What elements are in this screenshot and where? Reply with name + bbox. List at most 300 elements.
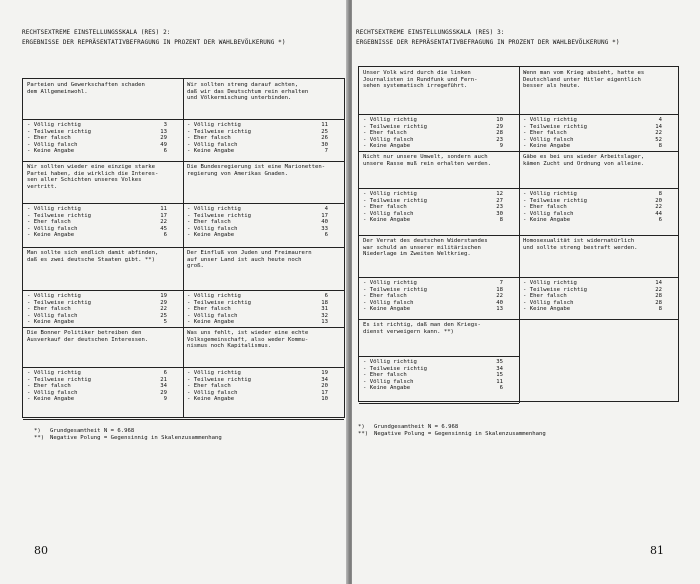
response-row bbox=[27, 142, 167, 149]
response-label: - Völlig falsch bbox=[363, 378, 414, 385]
response-label: - Keine Angabe bbox=[363, 217, 411, 224]
footnote bbox=[358, 424, 546, 431]
response-label: - Eher falsch bbox=[363, 204, 407, 211]
row-border bbox=[183, 419, 344, 420]
response-row bbox=[363, 211, 503, 218]
response-label: - Völlig falsch bbox=[523, 299, 574, 306]
response-list bbox=[359, 189, 507, 226]
page-subtitle: ERGEBNISSE DER REPRÄSENTATIVBEFRAGUNG IN PROZENT DER WAHLBEVÖLKERUNG *) bbox=[22, 39, 286, 46]
response-value: 6 bbox=[499, 385, 503, 392]
response-label: - Völlig falsch bbox=[187, 312, 238, 319]
response-value: 22 bbox=[655, 204, 662, 211]
response-value: 10 bbox=[496, 117, 503, 123]
response-label: - Völlig falsch bbox=[27, 312, 78, 319]
footnote bbox=[358, 431, 546, 438]
response-value: 22 bbox=[655, 286, 662, 293]
response-row bbox=[363, 130, 503, 137]
response-value: 22 bbox=[160, 219, 167, 226]
response-row bbox=[187, 300, 328, 307]
response-value: 6 bbox=[163, 370, 167, 376]
response-value: 22 bbox=[496, 293, 503, 300]
statement-line: Man sollte sich endlich damit abfinden, bbox=[27, 250, 159, 256]
response-row bbox=[523, 217, 662, 224]
statement-line: vertritt. bbox=[27, 183, 58, 190]
response-list bbox=[183, 291, 332, 328]
response-row bbox=[523, 280, 662, 287]
response-value: 25 bbox=[160, 312, 167, 319]
response-label: - Völlig richtig bbox=[523, 280, 577, 286]
statement-text bbox=[359, 235, 519, 277]
response-row bbox=[187, 319, 328, 326]
survey-table bbox=[22, 78, 345, 418]
footnote bbox=[34, 435, 222, 442]
statement-line: Wenn man vom Krieg absieht, hatte es bbox=[523, 70, 645, 76]
response-value: 35 bbox=[496, 359, 503, 365]
footnotes bbox=[358, 424, 546, 438]
response-label: - Keine Angabe bbox=[27, 396, 75, 403]
response-row bbox=[523, 287, 662, 294]
response-row bbox=[523, 306, 662, 313]
response-list bbox=[23, 368, 171, 405]
response-value: 14 bbox=[655, 280, 662, 286]
response-row bbox=[27, 122, 167, 129]
footnote-text: Negative Polung = Gegensinnig in Skalenzusammenhang bbox=[374, 431, 546, 437]
response-row bbox=[363, 143, 503, 150]
response-row bbox=[27, 135, 167, 142]
response-list bbox=[183, 204, 332, 241]
response-row bbox=[523, 130, 662, 137]
statement-text bbox=[183, 79, 344, 119]
response-label: - Völlig richtig bbox=[523, 117, 577, 123]
response-label: - Völlig falsch bbox=[363, 210, 414, 217]
response-row bbox=[187, 122, 328, 129]
survey-cell bbox=[183, 161, 344, 247]
response-row bbox=[27, 232, 167, 239]
response-value: 3 bbox=[163, 122, 167, 128]
right-page bbox=[352, 0, 700, 584]
response-value: 30 bbox=[321, 141, 328, 148]
response-label: - Teilweise richtig bbox=[187, 376, 251, 383]
statement-line: Nicht nur unsere Umwelt, sondern auch bbox=[363, 154, 488, 160]
statement-line: daß wir das Deutschtum rein erhalten bbox=[187, 88, 309, 95]
response-row bbox=[187, 129, 328, 136]
statement-line: Die Bundesregierung ist eine Marionetten- bbox=[187, 164, 326, 170]
statement-line: Der Verrat des deutschen Widerstandes bbox=[363, 238, 488, 244]
response-value: 20 bbox=[655, 197, 662, 204]
response-row bbox=[187, 383, 328, 390]
response-label: - Eher falsch bbox=[27, 219, 71, 226]
row-border bbox=[519, 319, 678, 320]
response-row bbox=[187, 135, 328, 142]
response-value: 11 bbox=[321, 122, 328, 128]
response-label: - Teilweise richtig bbox=[27, 376, 91, 383]
survey-cell bbox=[519, 235, 678, 319]
footnote bbox=[34, 428, 222, 435]
response-value: 10 bbox=[321, 396, 328, 403]
response-label: - Teilweise richtig bbox=[363, 123, 427, 130]
statement-text bbox=[519, 235, 678, 277]
statement-text bbox=[23, 79, 183, 119]
response-row bbox=[187, 226, 328, 233]
response-label: - Keine Angabe bbox=[187, 148, 235, 155]
statement-line: Ausverkauf der deutschen Interessen. bbox=[27, 336, 149, 343]
response-value: 6 bbox=[163, 148, 167, 155]
response-row bbox=[363, 124, 503, 131]
response-row bbox=[187, 306, 328, 313]
response-value: 11 bbox=[496, 378, 503, 385]
response-label: - Völlig falsch bbox=[27, 225, 78, 232]
response-value: 45 bbox=[160, 225, 167, 232]
response-row bbox=[187, 213, 328, 220]
response-value: 29 bbox=[160, 299, 167, 306]
response-row bbox=[523, 124, 662, 131]
response-label: - Eher falsch bbox=[27, 135, 71, 142]
response-value: 9 bbox=[499, 143, 503, 150]
survey-cell bbox=[23, 161, 183, 247]
response-label: - Völlig richtig bbox=[363, 191, 417, 197]
survey-cell bbox=[519, 67, 678, 151]
page-subtitle: ERGEBNISSE DER REPRÄSENTATIVBEFRAGUNG IN PROZENT DER WAHLBEVÖLKERUNG *) bbox=[356, 39, 620, 46]
response-value: 8 bbox=[658, 191, 662, 197]
response-label: - Eher falsch bbox=[27, 306, 71, 313]
response-row bbox=[27, 383, 167, 390]
footnote-mark: *) bbox=[358, 424, 365, 430]
response-row bbox=[27, 293, 167, 300]
response-value: 9 bbox=[163, 396, 167, 403]
response-label: - Teilweise richtig bbox=[363, 197, 427, 204]
statement-line: Unser Volk wird durch die linken bbox=[363, 70, 471, 76]
footnote-text: Grundgesamtheit N = 6.968 bbox=[50, 428, 135, 434]
response-row bbox=[187, 390, 328, 397]
response-label: - Völlig richtig bbox=[27, 370, 81, 376]
survey-cell bbox=[183, 247, 344, 327]
statement-line: Parteien und Gewerkschaften schaden bbox=[27, 82, 145, 88]
survey-cell bbox=[519, 151, 678, 235]
row-border bbox=[359, 403, 519, 404]
response-row bbox=[363, 217, 503, 224]
statement-text bbox=[359, 319, 519, 356]
response-label: - Völlig richtig bbox=[523, 191, 577, 197]
response-label: - Keine Angabe bbox=[523, 143, 571, 150]
response-label: - Völlig richtig bbox=[187, 370, 241, 376]
response-row bbox=[363, 293, 503, 300]
survey-table bbox=[358, 66, 679, 402]
response-label: - Keine Angabe bbox=[27, 232, 75, 239]
statement-line: Es ist richtig, daß man den Kriegs- bbox=[363, 322, 481, 328]
statement-line: war schuld an unserer militärischen bbox=[363, 244, 481, 251]
response-value: 20 bbox=[321, 383, 328, 390]
response-value: 17 bbox=[160, 212, 167, 219]
response-row bbox=[27, 300, 167, 307]
survey-cell bbox=[183, 79, 344, 161]
response-list bbox=[23, 204, 171, 241]
response-label: - Keine Angabe bbox=[523, 306, 571, 313]
response-label: - Völlig falsch bbox=[187, 141, 238, 148]
response-label: - Teilweise richtig bbox=[27, 299, 91, 306]
column-divider bbox=[519, 67, 520, 403]
response-list bbox=[519, 278, 666, 315]
response-row bbox=[523, 191, 662, 198]
response-label: - Keine Angabe bbox=[187, 232, 235, 239]
statement-text bbox=[183, 161, 344, 203]
response-row bbox=[523, 137, 662, 144]
statement-line: und sollte streng bestraft werden. bbox=[523, 244, 638, 251]
response-label: - Keine Angabe bbox=[523, 217, 571, 224]
footnote-mark: **) bbox=[34, 435, 45, 441]
response-label: - Teilweise richtig bbox=[363, 365, 427, 372]
response-label: - Völlig richtig bbox=[187, 122, 241, 128]
response-label: - Völlig falsch bbox=[27, 389, 78, 396]
statement-text bbox=[23, 327, 183, 367]
response-list bbox=[359, 115, 507, 152]
response-value: 21 bbox=[160, 376, 167, 383]
response-row bbox=[363, 204, 503, 211]
response-label: - Eher falsch bbox=[523, 130, 567, 137]
response-row bbox=[363, 137, 503, 144]
response-value: 18 bbox=[496, 286, 503, 293]
response-value: 14 bbox=[655, 123, 662, 130]
statement-line: Wir sollten streng darauf achten, bbox=[187, 82, 299, 88]
statement-line: sen aller Schichten unseres Volkes bbox=[27, 177, 142, 184]
response-label: - Teilweise richtig bbox=[187, 212, 251, 219]
response-value: 17 bbox=[321, 212, 328, 219]
response-value: 49 bbox=[160, 141, 167, 148]
response-list bbox=[183, 368, 332, 405]
response-row bbox=[363, 306, 503, 313]
response-row bbox=[523, 198, 662, 205]
response-value: 28 bbox=[496, 130, 503, 137]
response-label: - Keine Angabe bbox=[187, 319, 235, 326]
response-label: - Teilweise richtig bbox=[27, 212, 91, 219]
response-value: 5 bbox=[163, 319, 167, 326]
response-list bbox=[359, 357, 507, 394]
response-label: - Keine Angabe bbox=[27, 148, 75, 155]
statement-text bbox=[23, 247, 183, 290]
response-label: - Keine Angabe bbox=[363, 143, 411, 150]
response-value: 30 bbox=[496, 210, 503, 217]
response-value: 15 bbox=[496, 372, 503, 379]
response-value: 17 bbox=[321, 389, 328, 396]
response-value: 12 bbox=[496, 191, 503, 197]
page-number: 81 bbox=[650, 544, 664, 557]
statement-line: Partei haben, die wirklich die Interes- bbox=[27, 170, 159, 177]
response-row bbox=[187, 206, 328, 213]
response-value: 6 bbox=[658, 217, 662, 224]
survey-cell bbox=[359, 67, 519, 151]
response-value: 7 bbox=[499, 280, 503, 286]
response-value: 19 bbox=[321, 370, 328, 376]
statement-line: Der Einfluß von Juden und Freimaurern bbox=[187, 250, 312, 256]
statement-line: Was uns fehlt, ist wieder eine echte bbox=[187, 330, 309, 336]
response-row bbox=[187, 313, 328, 320]
survey-cell bbox=[23, 327, 183, 419]
response-label: - Völlig richtig bbox=[363, 359, 417, 365]
footnote-text: Negative Polung = Gegensinnig in Skalenzusammenhang bbox=[50, 435, 222, 441]
response-value: 7 bbox=[324, 148, 328, 155]
response-list bbox=[183, 120, 332, 157]
response-label: - Teilweise richtig bbox=[187, 299, 251, 306]
page-title: RECHTSEXTREME EINSTELLUNGSSKALA (RES) 3: bbox=[356, 29, 505, 36]
response-value: 27 bbox=[496, 197, 503, 204]
response-row bbox=[363, 379, 503, 386]
response-label: - Völlig richtig bbox=[27, 122, 81, 128]
statement-line: sehen systematisch irregeführt. bbox=[363, 83, 468, 90]
response-row bbox=[187, 396, 328, 403]
response-row bbox=[363, 366, 503, 373]
response-value: 40 bbox=[321, 219, 328, 226]
response-label: - Völlig falsch bbox=[187, 225, 238, 232]
response-label: - Eher falsch bbox=[187, 135, 231, 142]
statement-text bbox=[183, 247, 344, 290]
response-label: - Völlig richtig bbox=[363, 117, 417, 123]
response-label: - Völlig falsch bbox=[187, 389, 238, 396]
response-row bbox=[363, 198, 503, 205]
response-label: - Völlig falsch bbox=[523, 210, 574, 217]
page-number: 80 bbox=[34, 544, 48, 557]
statement-line: regierung von Amerikas Gnaden. bbox=[187, 170, 289, 177]
response-row bbox=[27, 219, 167, 226]
response-row bbox=[363, 300, 503, 307]
response-label: - Keine Angabe bbox=[363, 385, 411, 392]
response-label: - Völlig falsch bbox=[27, 141, 78, 148]
response-label: - Völlig richtig bbox=[363, 280, 417, 286]
response-row bbox=[363, 287, 503, 294]
response-label: - Völlig richtig bbox=[187, 293, 241, 299]
response-label: - Eher falsch bbox=[27, 383, 71, 390]
response-value: 22 bbox=[655, 130, 662, 137]
response-value: 52 bbox=[655, 136, 662, 143]
response-value: 6 bbox=[163, 232, 167, 239]
response-row bbox=[27, 306, 167, 313]
response-label: - Völlig falsch bbox=[363, 299, 414, 306]
statement-line: Deutschland unter Hitler eigentlich bbox=[523, 76, 641, 83]
response-value: 6 bbox=[324, 232, 328, 239]
response-value: 34 bbox=[321, 376, 328, 383]
statement-line: groß. bbox=[187, 263, 204, 270]
statement-text bbox=[359, 67, 519, 114]
statement-line: auf unser Land ist auch heute noch bbox=[187, 256, 302, 263]
statement-text bbox=[519, 67, 678, 114]
response-value: 31 bbox=[321, 306, 328, 313]
response-value: 4 bbox=[324, 206, 328, 212]
statement-line: dem Allgemeinwohl. bbox=[27, 88, 88, 95]
response-value: 13 bbox=[321, 319, 328, 326]
response-row bbox=[523, 211, 662, 218]
page-title: RECHTSEXTREME EINSTELLUNGSSKALA (RES) 2: bbox=[22, 29, 171, 36]
statement-text bbox=[23, 161, 183, 203]
statement-line: Homosexualität ist widernatürlich bbox=[523, 238, 635, 244]
footnote-mark: **) bbox=[358, 431, 369, 437]
response-value: 4 bbox=[658, 117, 662, 123]
response-row bbox=[363, 372, 503, 379]
response-value: 25 bbox=[321, 128, 328, 135]
response-row bbox=[187, 293, 328, 300]
response-value: 44 bbox=[655, 210, 662, 217]
statement-line: Journalisten in Rundfunk und Fern- bbox=[363, 76, 478, 83]
response-list bbox=[23, 291, 171, 328]
response-row bbox=[523, 300, 662, 307]
response-value: 13 bbox=[496, 306, 503, 313]
response-row bbox=[523, 117, 662, 124]
response-label: - Teilweise richtig bbox=[187, 128, 251, 135]
statement-line: Volksgemeinschaft, also weder Kommu- bbox=[187, 336, 309, 343]
response-row bbox=[27, 370, 167, 377]
response-row bbox=[27, 148, 167, 155]
response-label: - Keine Angabe bbox=[187, 396, 235, 403]
response-row bbox=[187, 219, 328, 226]
response-label: - Völlig richtig bbox=[27, 206, 81, 212]
column-divider bbox=[183, 79, 184, 417]
response-row bbox=[27, 377, 167, 384]
response-row bbox=[27, 390, 167, 397]
response-label: - Teilweise richtig bbox=[363, 286, 427, 293]
response-row bbox=[187, 142, 328, 149]
response-label: - Eher falsch bbox=[523, 204, 567, 211]
response-label: - Völlig richtig bbox=[187, 206, 241, 212]
response-label: - Völlig falsch bbox=[523, 136, 574, 143]
response-row bbox=[363, 117, 503, 124]
response-value: 23 bbox=[496, 204, 503, 211]
row-border bbox=[23, 419, 183, 420]
survey-cell bbox=[359, 151, 519, 235]
response-row bbox=[27, 206, 167, 213]
response-label: - Keine Angabe bbox=[363, 306, 411, 313]
statement-line: dienst verweigern kann. **) bbox=[363, 328, 454, 335]
response-value: 22 bbox=[160, 306, 167, 313]
response-label: - Teilweise richtig bbox=[523, 286, 587, 293]
response-value: 34 bbox=[496, 365, 503, 372]
response-row bbox=[187, 232, 328, 239]
response-label: - Teilweise richtig bbox=[523, 123, 587, 130]
response-row bbox=[363, 280, 503, 287]
footnote-text: Grundgesamtheit N = 6.968 bbox=[374, 424, 459, 430]
response-value: 28 bbox=[655, 293, 662, 300]
statement-line: Gäbe es bei uns wieder Arbeitslager, bbox=[523, 154, 645, 160]
response-value: 11 bbox=[160, 206, 167, 212]
response-list bbox=[519, 115, 666, 152]
response-label: - Eher falsch bbox=[363, 372, 407, 379]
statement-text bbox=[359, 151, 519, 188]
left-page bbox=[0, 0, 348, 584]
response-row bbox=[27, 129, 167, 136]
response-value: 33 bbox=[321, 225, 328, 232]
response-list bbox=[359, 278, 507, 315]
footnotes bbox=[34, 428, 222, 442]
response-label: - Völlig richtig bbox=[27, 293, 81, 299]
response-value: 28 bbox=[655, 299, 662, 306]
response-row bbox=[187, 377, 328, 384]
survey-cell bbox=[23, 79, 183, 161]
response-label: - Teilweise richtig bbox=[523, 197, 587, 204]
response-list bbox=[23, 120, 171, 157]
survey-cell bbox=[23, 247, 183, 327]
statement-line: Wir sollten wieder eine einzige starke bbox=[27, 164, 155, 170]
response-value: 13 bbox=[160, 128, 167, 135]
response-value: 29 bbox=[496, 123, 503, 130]
response-row bbox=[523, 293, 662, 300]
survey-cell bbox=[359, 235, 519, 319]
response-value: 18 bbox=[321, 299, 328, 306]
response-value: 19 bbox=[160, 293, 167, 299]
response-label: - Keine Angabe bbox=[27, 319, 75, 326]
statement-line: kämen Zucht und Ordnung von alleine. bbox=[523, 160, 645, 167]
response-label: - Eher falsch bbox=[523, 293, 567, 300]
response-value: 6 bbox=[324, 293, 328, 299]
statement-text bbox=[183, 327, 344, 367]
response-value: 32 bbox=[321, 312, 328, 319]
response-value: 8 bbox=[658, 306, 662, 313]
response-value: 34 bbox=[160, 383, 167, 390]
